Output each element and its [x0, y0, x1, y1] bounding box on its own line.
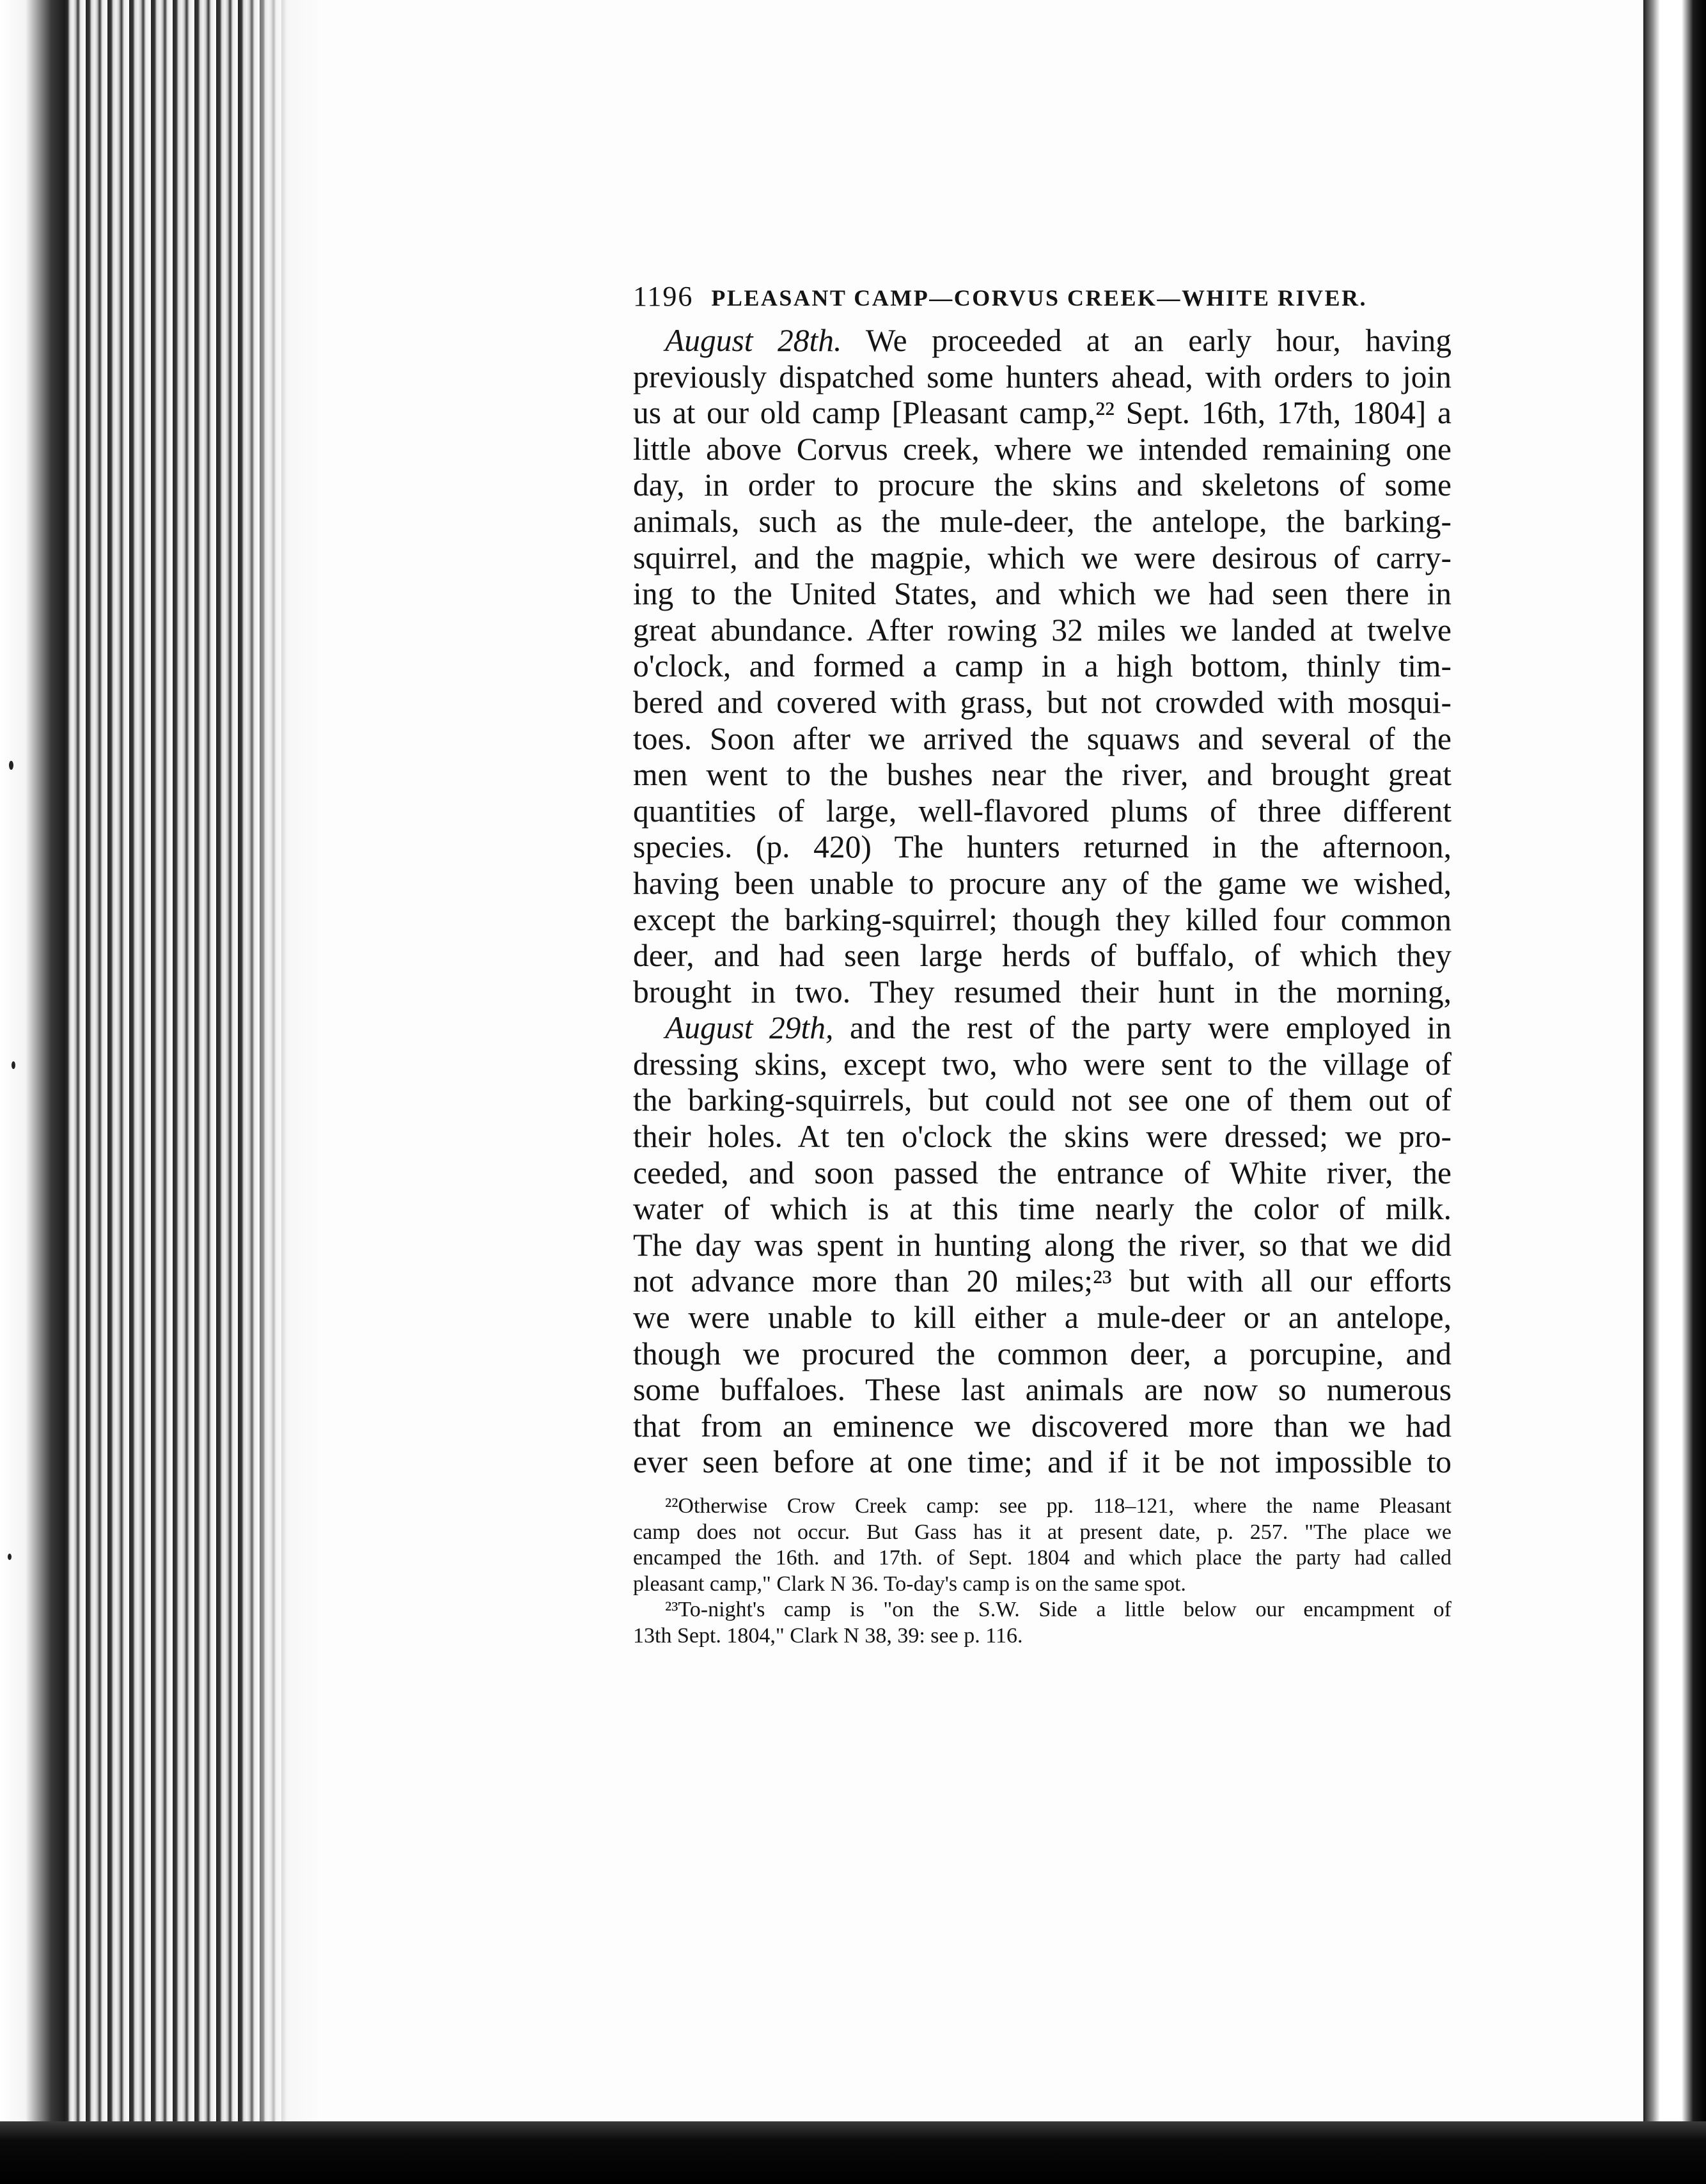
body-line: water of which is at this time nearly the color of milk. [633, 1191, 1452, 1227]
body-line: little above Corvus creek, where we intended remaining one [633, 431, 1452, 467]
body-line: not advance more than 20 miles;²³ but with all our efforts [633, 1263, 1452, 1299]
body-line: great abundance. After rowing 32 miles we landed at twelve [633, 612, 1452, 648]
body-line-text: We proceeded at an early hour, having [841, 323, 1452, 358]
body-line: ing to the United States, and which we had seen there in [633, 576, 1452, 612]
footnote-23-line: ²³To-night's camp is "on the S.W. Side a little below our encampment of [665, 1598, 1452, 1621]
body-line: toes. Soon after we arrived the squaws and several of the [633, 721, 1452, 756]
body-line: day, in order to procure the skins and skeletons of some [633, 467, 1452, 503]
body-line: ever seen before at one time; and if it be not impossible to [633, 1444, 1452, 1480]
scan-speck [9, 761, 13, 770]
running-head-title: PLEASANT CAMP—CORVUS CREEK—WHITE RIVER. [711, 285, 1368, 311]
body-line [633, 323, 1452, 359]
body-line: we were unable to kill either a mule-deer or an antelope, [633, 1300, 1452, 1336]
body-line: except the barking-squirrel; though they killed four common [633, 901, 1452, 937]
body-line: previously dispatched some hunters ahead, with orders to join [633, 359, 1452, 394]
scan-speck [12, 1061, 15, 1069]
body-line: the barking-squirrels, but could not see one of them out of [633, 1082, 1452, 1118]
body-line: species. (p. 420) The hunters returned in the afternoon, [633, 829, 1452, 865]
body-line: their holes. At ten o'clock the skins were dressed; we pro- [633, 1119, 1452, 1155]
scan-speck [8, 1554, 12, 1560]
body-line: brought in two. They resumed their hunt in the morning, [633, 974, 1452, 1010]
body-line: ceeded, and soon passed the entrance of White river, the [633, 1155, 1452, 1190]
page-text-block [633, 280, 1452, 1649]
body-line: The day was spent in hunting along the river, so that we did [633, 1227, 1452, 1263]
body-line: animals, such as the mule-deer, the antelope, the barking- [633, 503, 1452, 539]
body-line [633, 1010, 1452, 1047]
body-line: some buffaloes. These last animals are now so numerous [633, 1372, 1452, 1408]
body-line: o'clock, and formed a camp in a high bottom, thinly tim- [633, 648, 1452, 684]
entry-date: August 28th. [665, 323, 842, 358]
body-line: deer, and had seen large herds of buffalo, of which they [633, 938, 1452, 974]
body-line: quantities of large, well-flavored plums of three different [633, 793, 1452, 829]
footnote-22-line: ²²Otherwise Crow Creek camp: see pp. 118–121, where the name Pleasant [665, 1494, 1452, 1518]
running-head [633, 280, 1452, 313]
body-line: men went to the bushes near the river, and brought great [633, 757, 1452, 793]
body-text [633, 323, 1452, 1481]
footnote-22-line: encamped the 16th. and 17th. of Sept. 1804 and which place the party had called [633, 1546, 1452, 1570]
body-line: dressing skins, except two, who were sent to the village of [633, 1046, 1452, 1082]
book-spine-shadow [0, 0, 70, 2184]
body-line: squirrel, and the magpie, which we were desirous of carry- [633, 540, 1452, 575]
body-line-text: and the rest of the party were employed in [833, 1010, 1452, 1046]
page-edges-fade [243, 0, 326, 2123]
body-line: bered and covered with grass, but not crowded with mosqui- [633, 684, 1452, 720]
body-line: us at our old camp [Pleasant camp,²² Sept. 16th, 17th, 1804] a [633, 395, 1452, 431]
scan-bottom-border [0, 2121, 1706, 2184]
footnote-23-line: 13th Sept. 1804," Clark N 38, 39: see p. 116. [633, 1623, 1023, 1648]
entry-date: August 29th, [665, 1010, 834, 1046]
footnotes [633, 1494, 1452, 1649]
body-line: having been unable to procure any of the game we wished, [633, 865, 1452, 901]
footnote-22-line: pleasant camp," Clark N 36. To-day's camp is on the same spot. [633, 1572, 1186, 1596]
footnote-22-line: camp does not occur. But Gass has it at present date, p. 257. "The place we [633, 1520, 1452, 1544]
facing-page-edge [1643, 0, 1706, 2184]
body-line: that from an eminence we discovered more than we had [633, 1408, 1452, 1444]
page-number: 1196 [633, 281, 694, 312]
body-line: though we procured the common deer, a porcupine, and [633, 1336, 1452, 1371]
